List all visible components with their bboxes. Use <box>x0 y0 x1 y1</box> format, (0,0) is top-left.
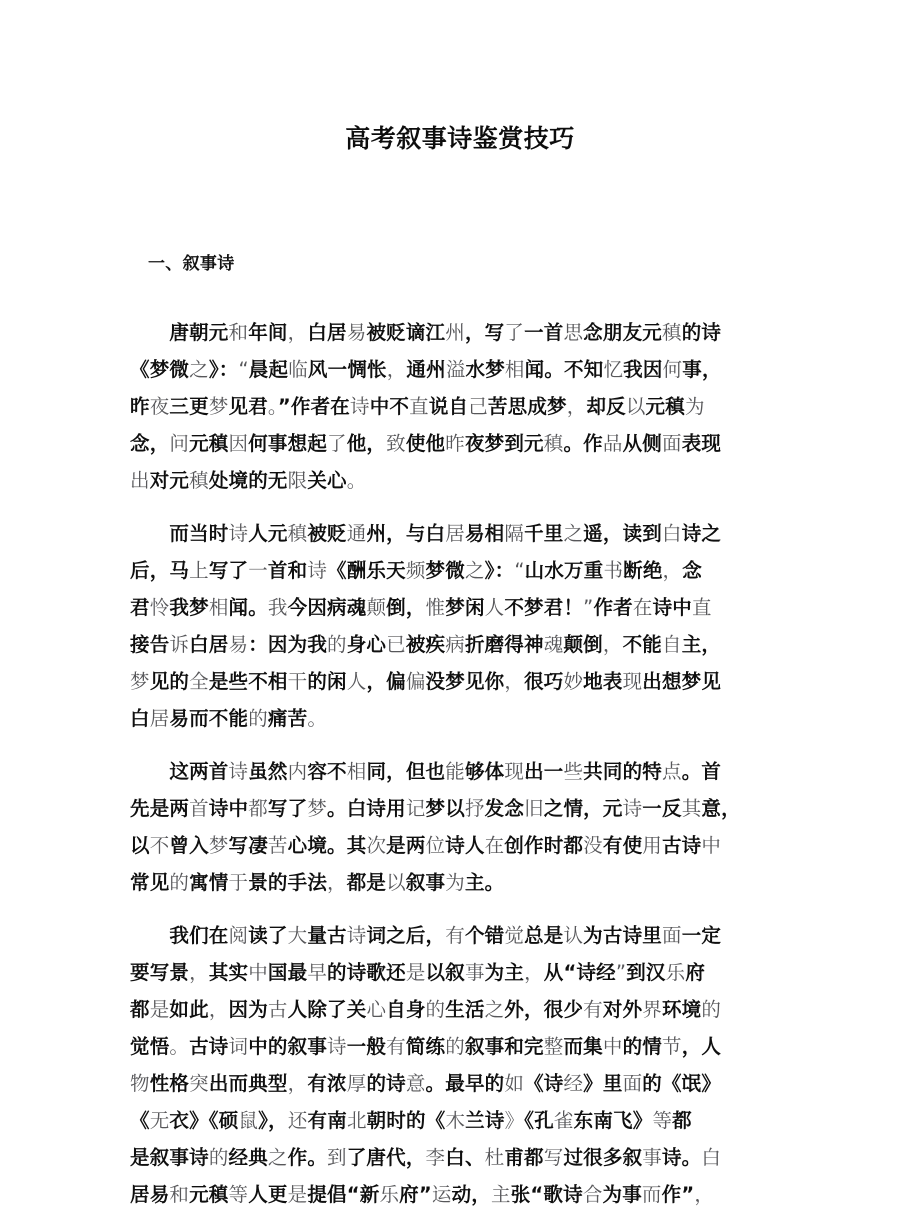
text-line: 出对元稹处境的无限关心。 <box>130 469 367 492</box>
document-body <box>130 252 740 1213</box>
paragraph-3 <box>130 753 740 901</box>
text-line: 昨夜三更梦见君。”作者在诗中不直说自己苦思成梦，却反以元稹为 <box>130 395 705 418</box>
text-line: 唐朝元和年间，白居易被贬谪江州，写了一首思念朋友元稹的诗 <box>149 321 722 344</box>
text-line: 梦见的全是些不相干的闲人，偏偏没梦见你，很巧妙地表现出想梦见 <box>130 670 722 693</box>
text-line: 君怜我梦相闻。我今因病魂颠倒，惟梦闲人不梦君！”作者在诗中直 <box>130 596 712 619</box>
text-line: 要写景，其实中国最早的诗歌还是以叙事为主，从“诗经”到汉乐府 <box>130 961 706 984</box>
text-line: 这两首诗虽然内容不相同，但也能够体现出一些共同的特点。首 <box>149 760 722 783</box>
text-line: 而当时诗人元稹被贬通州，与白居易相隔千里之遥，读到白诗之 <box>149 522 722 545</box>
text-line: 常见的寓情于景的手法，都是以叙事为主。 <box>130 871 505 894</box>
text-line: 《梦微之》：“晨起临风一惆怅，通州溢水梦相闻。不知忆我因何事， <box>130 358 722 381</box>
text-line: 先是两首诗中都写了梦。白诗用记梦以抒发念旧之情，元诗一反其意， <box>130 797 741 820</box>
text-line: 以不曾入梦写凄苦心境。其次是两位诗人在创作时都没有使用古诗中 <box>130 834 722 857</box>
text-line: 是叙事诗的经典之作。到了唐代，李白、杜甫都写过很多叙事诗。白 <box>130 1146 722 1169</box>
spacer <box>130 276 740 314</box>
text-line: 白居易而不能的痛苦。 <box>130 707 328 730</box>
paragraph-4 <box>130 917 740 1213</box>
section-heading-narrative-poetry: 一、叙事诗 <box>148 254 235 274</box>
text-line: 后，马上写了一首和诗《酬乐天频梦微之》：“山水万重书断绝，念 <box>130 559 702 582</box>
page-title: 高考叙事诗鉴赏技巧 <box>345 124 575 153</box>
text-line: 居易和元稹等人更是提倡“新乐府”运动，主张“歌诗合为事而作”， <box>130 1183 715 1206</box>
text-line: 接告诉白居易：因为我的身心已被疾病折磨得神魂颠倒，不能自主， <box>130 633 722 656</box>
paragraph-2 <box>130 515 740 737</box>
text-line: 都是如此，因为古人除了关心自身的生活之外，很少有对外界环境的 <box>130 998 722 1021</box>
spacer <box>130 737 740 753</box>
spacer <box>130 901 740 917</box>
text-line: 物性格突出而典型，有浓厚的诗意。最早的如《诗经》里面的《氓》 <box>130 1072 722 1095</box>
text-line: 觉悟。古诗词中的叙事诗一般有简练的叙事和完整而集中的情节，人 <box>130 1035 722 1058</box>
paragraph-1 <box>130 314 740 499</box>
spacer <box>130 499 740 515</box>
text-line: 念，问元稹因何事想起了他，致使他昨夜梦到元稹。作品从侧面表现 <box>130 432 722 455</box>
text-line: 《无衣》《硕鼠》，还有南北朝时的《木兰诗》《孔雀东南飞》等都 <box>130 1109 692 1132</box>
text-line: 我们在阅读了大量古诗词之后，有个错觉总是认为古诗里面一定 <box>149 924 722 947</box>
